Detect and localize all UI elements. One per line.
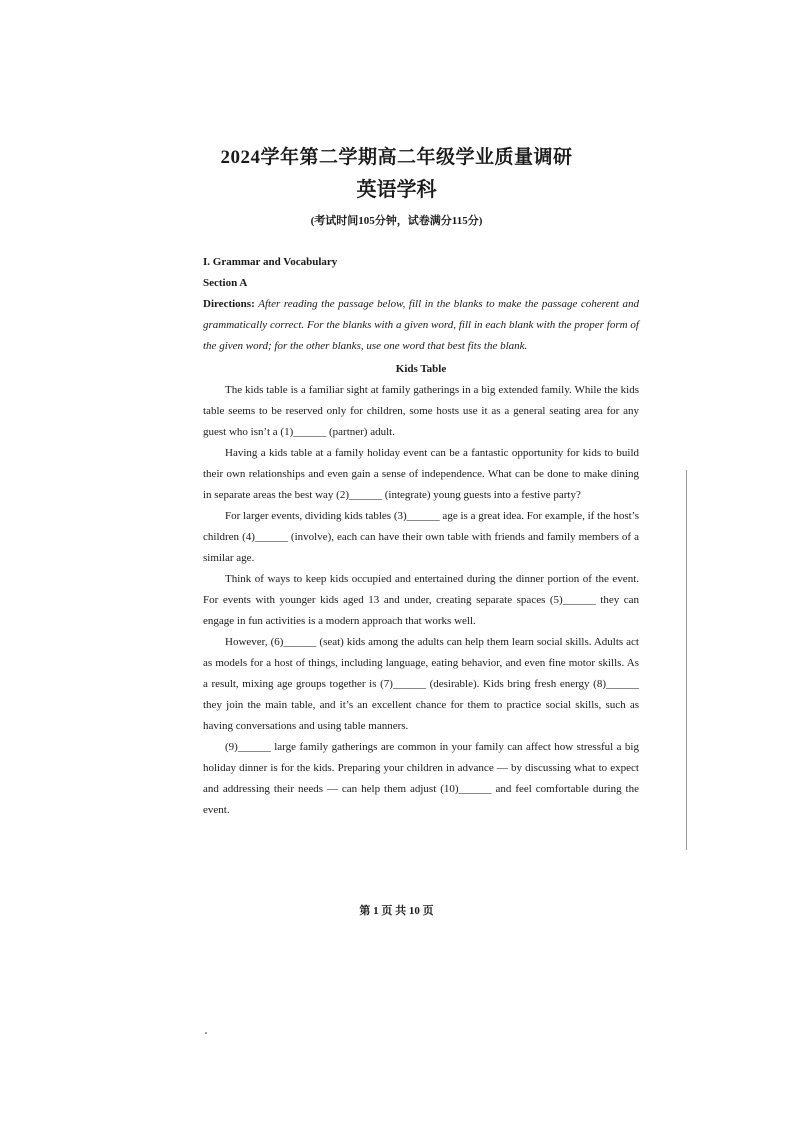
- passage-paragraph: Think of ways to keep kids occupied and entertained during the dinner portion of the event. For events with younger kids aged 13 and under, creating separate spaces (5)______ they can engage in fun activities is a modern approach that works well.: [203, 573, 639, 627]
- passage-title: Kids Table: [395, 363, 447, 375]
- section-content: [203, 252, 639, 821]
- passage-paragraph: (9)______ large family gatherings are common in your family can affect how stressful a big holiday dinner is for the kids. Preparing your children in advance — by discussing what to expect and addressing their needs — can help them adjust (10)______ and feel comfortable during the event.: [203, 741, 639, 816]
- scan-edge-mark: [686, 470, 687, 850]
- passage-paragraph: Having a kids table at a family holiday event can be a fantastic opportunity for kids to build their own relationships and even gain a sense of independence. What can be done to make dining in separate areas the best way (2)______ (integrate) young guests into a festive party?: [203, 447, 639, 501]
- page-number: 第 1 页 共 10 页: [359, 905, 434, 917]
- subject-title: 英语学科: [356, 179, 437, 201]
- directions-text: After reading the passage below, fill in the blanks to make the passage coherent and grammatically correct. For the blanks with a given word, fill in each blank with the proper form of the given word; for the other blanks, use one word that best fits the blank.: [203, 298, 639, 352]
- directions: [203, 294, 639, 357]
- passage-paragraph: However, (6)______ (seat) kids among the adults can help them learn social skills. Adults act as models for a host of things, including language, eating behavior, and even fine motor skills. As a result, mixing age groups together is (7)______ (desirable). Kids bring fresh energy (8)______ they join the main table, and it’s an excellent chance for them to practice social skills, such as having conversations and using table manners.: [203, 636, 639, 732]
- scan-dot-mark: [205, 1032, 207, 1034]
- exam-info: (考试时间105分钟，试卷满分115分): [310, 215, 483, 227]
- passage-paragraph: For larger events, dividing kids tables (3)______ age is a great idea. For example, if the host’s children (4)______ (involve), each can have their own table with friends and family members of a similar age.: [203, 510, 639, 564]
- exam-title: 2024学年第二学期高二年级学业质量调研: [220, 147, 573, 168]
- passage-paragraph: The kids table is a familiar sight at family gatherings in a big extended family. While the kids table seems to be reserved only for children, some hosts use it as a general seating area for any guest who isn’t a (1)______ (partner) adult.: [203, 384, 639, 438]
- directions-label: Directions:: [203, 298, 255, 310]
- part-heading: I. Grammar and Vocabulary: [203, 256, 338, 268]
- section-heading: Section A: [203, 277, 248, 289]
